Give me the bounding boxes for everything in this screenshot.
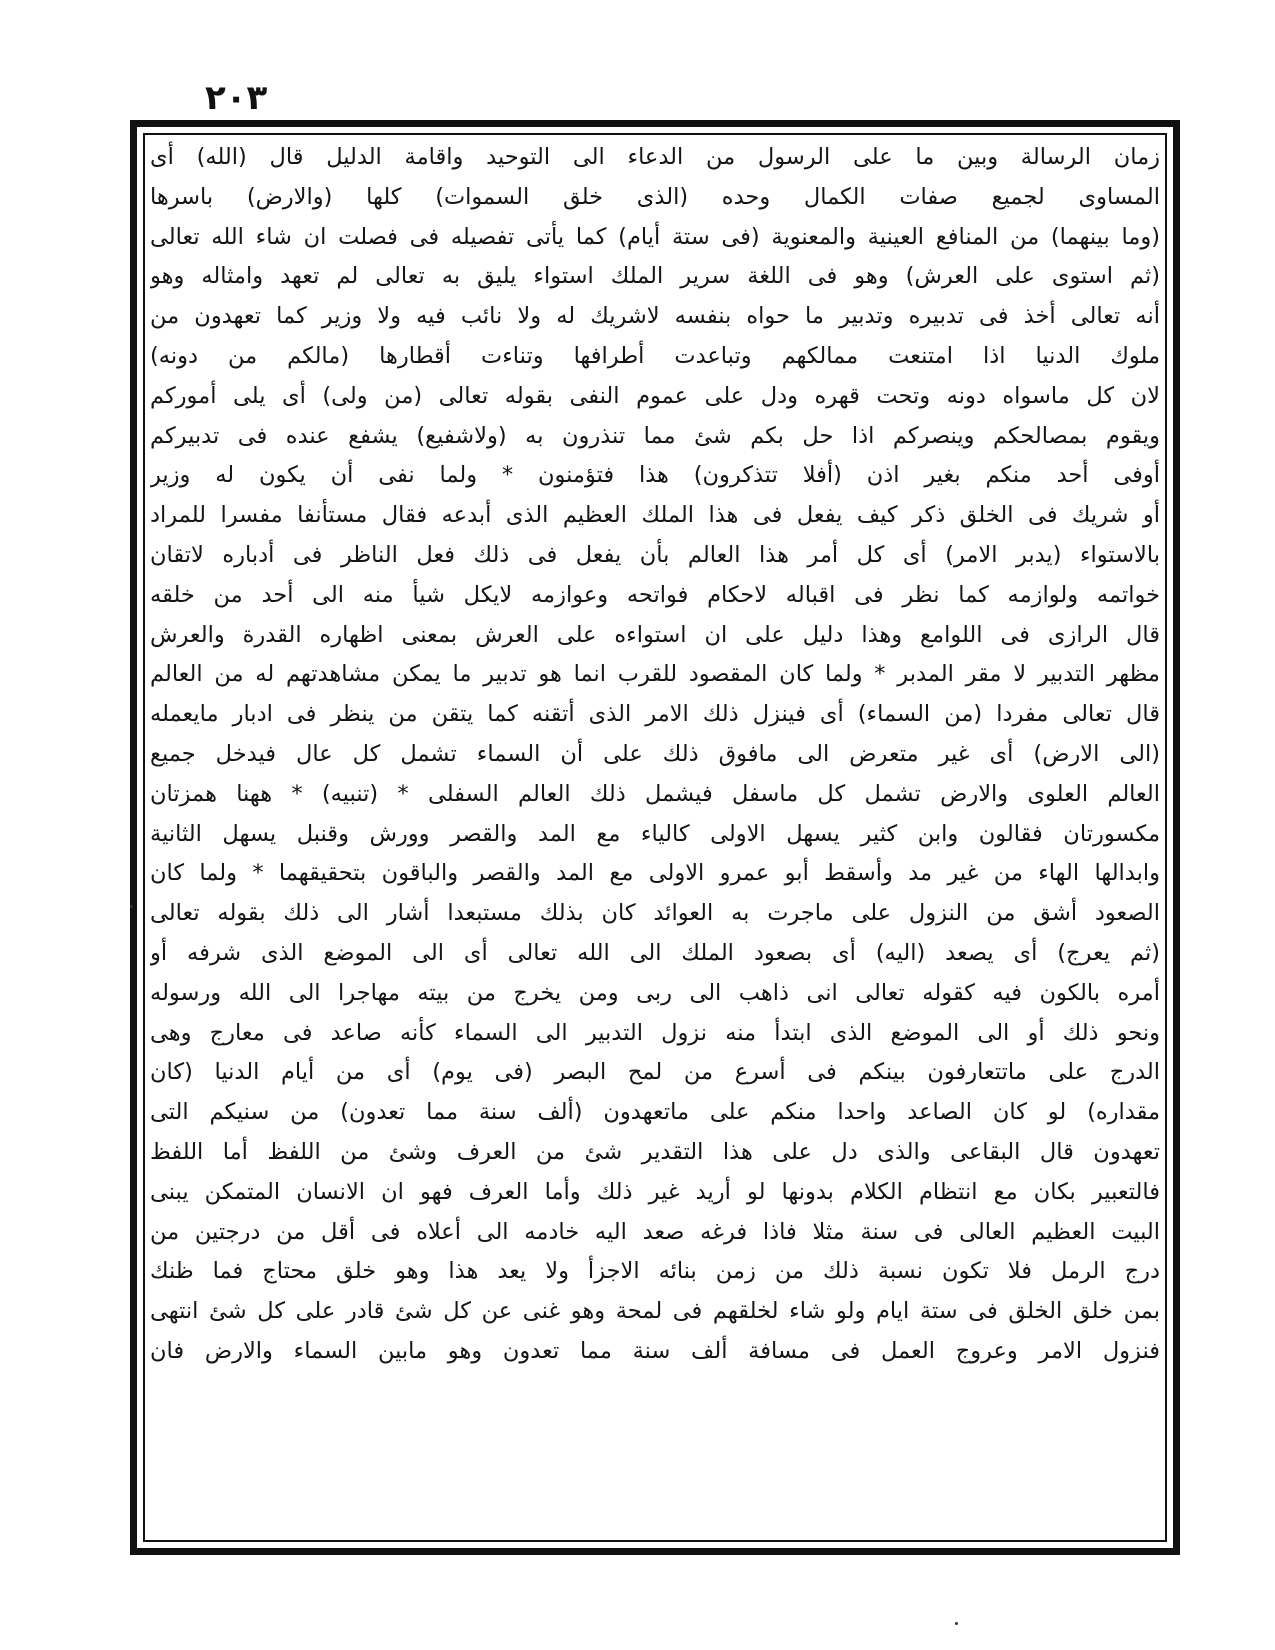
- text-line: أمره بالكون فيه كقوله تعالى انى ذاهب الى ربى ومن يخرج من بيته مهاجرا الى الله ورسوله: [150, 979, 1160, 1006]
- text-line: قال تعالى مفردا (من السماء) أى فينزل ذلك الامر الذى أتقنه كما يتقن من ينظر فى ادبار مايعمله: [150, 701, 1160, 728]
- text-line: [150, 1451, 1160, 1491]
- text-line: الدرج على ماتتعارفون بينكم فى أسرع من لمح البصر (فى يوم) أى من أيام الدنيا (كان: [150, 1059, 1160, 1086]
- text-line: ونحو ذلك أو الى الموضع الذى ابتدأ منه نزول التدبير الى السماء كأنه صاعد فى معارج وهى: [150, 1019, 1160, 1046]
- text-line: خواتمه ولوازمه كما نظر فى اقباله لاحكام فواتحه وعوازمه لايكل شيأ منه الى أحد من خلقه: [150, 581, 1160, 608]
- text-line: لان كل ماسواه دونه وتحت قهره ودل على عموم النفى بقوله تعالى (من ولى) أى يلى أموركم: [150, 382, 1160, 409]
- text-line: درج الرمل فلا تكون نسبة ذلك من زمن بنائه الاجزأ ولا يعد هذا وهو خلق محتاج فما ظنك: [150, 1258, 1160, 1285]
- page-number: ٢٠٣: [205, 78, 268, 118]
- scan-speck: [955, 1622, 958, 1625]
- text-line: (ثم استوى على العرش) وهو فى اللغة سرير الملك استواء يليق به تعالى لم تعهد وامثاله وهو: [150, 263, 1160, 290]
- text-line: أنه تعالى أخذ فى تدبيره وتدبير ما حواه بنفسه لاشريك له ولا نائب فيه ولا وزير كما تعهدون من: [150, 303, 1160, 330]
- text-line: فالتعبير بكان مع انتظام الكلام بدونها لو أريد غير ذلك وأما العرف فهو ان الانسان المتمكن يبنى: [150, 1178, 1160, 1205]
- text-line: ويقوم بمصالحكم وينصركم اذا حل بكم شئ مما تنذرون به (ولاشفيع) يشفع عنده فى تدبيركم: [150, 422, 1160, 449]
- text-line: وابدالها الهاء من غير مد وأسقط أبو عمرو الاولى مع المد والقصر والباقون بتحقيقهما * ولما كان: [150, 860, 1160, 887]
- text-line: مظهر التدبير لا مقر المدبر * ولما كان المقصود للقرب انما هو تدبير ما يمكن مشاهدتهم له من العالم: [150, 661, 1160, 688]
- scan-speck: [130, 905, 133, 908]
- text-line: البيت العظيم العالى فى سنة مثلا فاذا فرغه صعد اليه خادمه الى أعلاه فى أقل من درجتين من: [150, 1218, 1160, 1245]
- text-line: (وما بينهما) من المنافع العينية والمعنوية (فى ستة أيام) كما يأتى تفصيله فى فصلت ان شاء الله تعالى: [150, 223, 1160, 250]
- text-line: (ثم يعرج) أى يصعد (اليه) أى بصعود الملك الى الله تعالى أى الى الموضع الذى شرفه أو: [150, 939, 1160, 966]
- text-line: العالم العلوى والارض تشمل كل ماسفل فيشمل ذلك العالم السفلى * (تنبيه) * ههنا همزتان: [150, 780, 1160, 807]
- text-line: تعهدون قال البقاعى والذى دل على هذا التقدير شئ من العرف وشئ من اللفظ أما اللفظ: [150, 1138, 1160, 1165]
- text-line: زمان الرسالة وبين ما على الرسول من الدعاء الى التوحيد واقامة الدليل قال (الله) أى: [150, 144, 1160, 170]
- text-line: فنزول الامر وعروج العمل فى مسافة ألف سنة مما تعدون وهو مابين السماء والارض فان: [150, 1337, 1160, 1364]
- text-line: ملوك الدنيا اذا امتنعت ممالكهم وتباعدت أطرافها وتناءت أقطارها (مالكم من دونه): [150, 342, 1160, 369]
- text-line: المساوى لجميع صفات الكمال وحده (الذى خلق السموات) كلها (والارض) باسرها: [150, 183, 1160, 210]
- text-line: قال الرازى فى اللوامع وهذا دليل على ان استواءه على العرش بمعنى اظهاره القدرة والعرش: [150, 621, 1160, 648]
- text-line: [150, 1491, 1160, 1531]
- text-line: بمن خلق الخلق فى ستة ايام ولو شاء لخلقهم فى لمحة وهو غنى عن كل شئ قادر على كل شئ انتهى: [150, 1298, 1160, 1325]
- text-line: [150, 1412, 1160, 1452]
- text-line: (الى الارض) أى غير متعرض الى مافوق ذلك على أن السماء تشمل كل عال فيدخل جميع: [150, 740, 1160, 767]
- body-text: [150, 138, 1160, 1538]
- text-line: مكسورتان فقالون وابن كثير يسهل الاولى كالياء مع المد والقصر وورش وقنبل يسهل الثانية: [150, 820, 1160, 847]
- text-line: [150, 1372, 1160, 1412]
- text-line: الصعود أشق من النزول على ماجرت به العوائد كان بذلك مستبعدا أشار الى ذلك بقوله تعالى: [150, 900, 1160, 927]
- text-line: أو شريك فى الخلق ذكر كيف يفعل فى هذا الملك العظيم الذى أبدعه فقال مستأنفا مفسرا للمراد: [150, 502, 1160, 529]
- text-line: مقداره) لو كان الصاعد واحدا منكم على ماتعهدون (ألف سنة مما تعدون) من سنيكم التى: [150, 1099, 1160, 1126]
- text-line: أوفى أحد منكم بغير اذن (أفلا تتذكرون) هذا فتؤمنون * ولما نفى أن يكون له وزير: [150, 462, 1160, 489]
- text-line: بالاستواء (يدبر الامر) أى كل أمر هذا العالم بأن يفعل فى ذلك فعل الناظر فى أدباره لاتقان: [150, 541, 1160, 568]
